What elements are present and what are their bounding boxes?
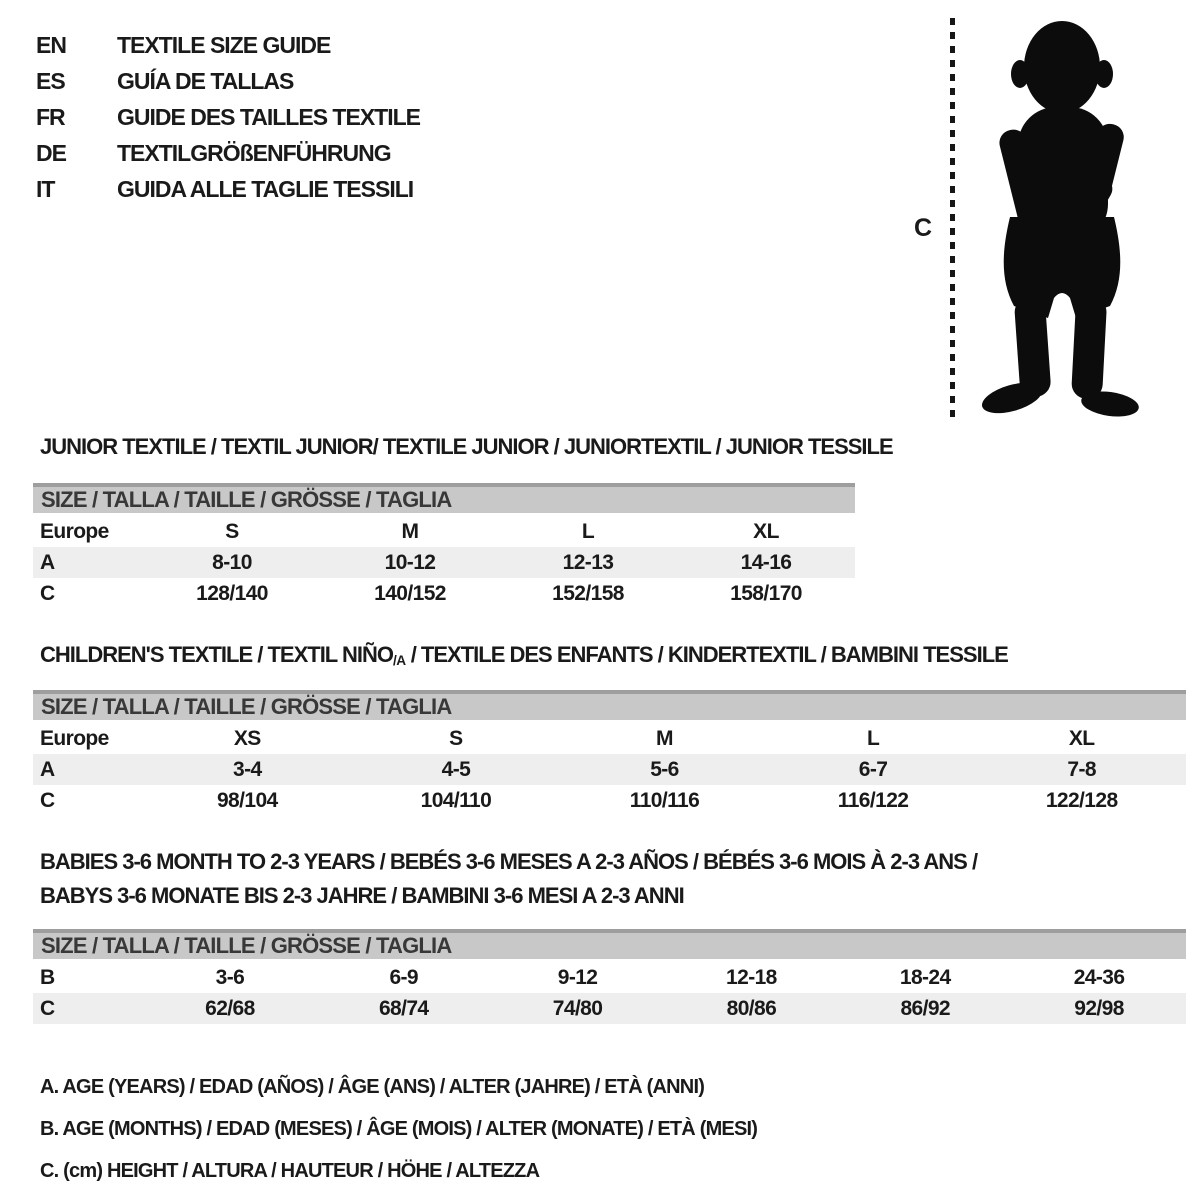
height-cell: 116/122 — [837, 788, 909, 812]
height-cell: 86/92 — [900, 996, 950, 1020]
height-cell: 128/140 — [196, 581, 268, 605]
age-cell: 9-12 — [557, 965, 598, 989]
row-label: A — [40, 757, 55, 781]
size-cell: M — [656, 726, 673, 750]
size-cell: L — [866, 726, 880, 750]
language-title: GUÍA DE TALLAS — [117, 68, 294, 94]
height-cell: 104/110 — [420, 788, 492, 812]
height-cell: 62/68 — [205, 996, 255, 1020]
language-row-fr — [36, 99, 420, 135]
row-label: C — [40, 996, 55, 1020]
section-title-children — [40, 638, 1008, 675]
age-cell: 3-6 — [215, 965, 245, 989]
row-label: C — [40, 581, 55, 605]
age-cell: 12-13 — [562, 550, 614, 574]
age-cell: 5-6 — [650, 757, 679, 781]
table-row-age — [33, 754, 1186, 785]
size-cell: S — [449, 726, 463, 750]
size-header-bar: SIZE / TALLA / TAILLE / GRÖSSE / TAGLIA — [33, 929, 1186, 959]
height-measure-figure — [884, 10, 1200, 426]
section-title-babies-line2: BABYS 3-6 MONATE BIS 2-3 JAHRE / BAMBINI 3-6 MESI A 2-3 ANNI — [40, 883, 684, 908]
table-row-age — [33, 547, 855, 578]
row-label: A — [40, 550, 55, 574]
height-measure-label: C — [914, 214, 932, 242]
height-cell: 80/86 — [726, 996, 777, 1020]
age-cell: 4-5 — [441, 757, 471, 781]
language-title-block — [36, 27, 420, 207]
section-title-babies-line1: BABIES 3-6 MONTH TO 2-3 YEARS / BEBÉS 3-6 MESES A 2-3 AÑOS / BÉBÉS 3-6 MOIS À 2-3 ANS / — [40, 849, 978, 874]
measure-legend — [40, 1066, 757, 1192]
language-title: TEXTILGRÖßENFÜHRUNG — [117, 140, 391, 166]
table-row-age-months — [33, 962, 1186, 993]
babies-size-table — [33, 929, 1186, 1024]
height-cell: 74/80 — [552, 996, 603, 1020]
language-code: FR — [36, 104, 65, 130]
height-cell: 140/152 — [374, 581, 446, 605]
table-row-sizes — [33, 723, 1186, 754]
height-cell: 92/98 — [1074, 996, 1124, 1020]
table-row-height — [33, 578, 855, 609]
section-title-children-post: / TEXTILE DES ENFANTS / KINDERTEXTIL / BAMBINI TESSILE — [405, 642, 1008, 667]
age-cell: 10-12 — [384, 550, 436, 574]
section-title-babies — [40, 845, 977, 913]
row-label: C — [40, 788, 55, 812]
row-label: Europe — [40, 726, 109, 750]
language-row-it — [36, 171, 420, 207]
language-row-es — [36, 63, 420, 99]
language-code: EN — [36, 32, 66, 58]
height-cell: 98/104 — [216, 788, 278, 812]
language-code: IT — [36, 176, 55, 202]
section-title-junior: JUNIOR TEXTILE / TEXTIL JUNIOR/ TEXTILE JUNIOR / JUNIORTEXTIL / JUNIOR TESSILE — [40, 434, 893, 459]
legend-age-years: A. AGE (YEARS) / EDAD (AÑOS) / ÂGE (ANS) / ALTER (JAHRE) / ETÀ (ANNI) — [40, 1076, 705, 1098]
age-cell: 12-18 — [726, 965, 777, 989]
size-cell: XL — [1068, 726, 1095, 750]
age-cell: 6-7 — [858, 757, 888, 781]
size-cell: S — [225, 519, 239, 543]
size-cell: M — [401, 519, 419, 543]
height-cell: 68/74 — [378, 996, 429, 1020]
height-cell: 122/128 — [1045, 788, 1118, 812]
age-cell: 14-16 — [740, 550, 792, 574]
language-row-en — [36, 27, 420, 63]
language-title: GUIDE DES TAILLES TEXTILE — [117, 104, 420, 130]
age-cell: 3-4 — [233, 757, 262, 781]
height-cell: 158/170 — [730, 581, 802, 605]
size-header-bar: SIZE / TALLA / TAILLE / GRÖSSE / TAGLIA — [33, 483, 855, 513]
table-row-height — [33, 993, 1186, 1024]
section-title-children-sub: /A — [392, 653, 406, 668]
size-cell: XS — [233, 726, 261, 750]
language-code: DE — [36, 140, 66, 166]
children-size-table — [33, 690, 1186, 816]
age-cell: 24-36 — [1073, 965, 1125, 989]
size-header-bar: SIZE / TALLA / TAILLE / GRÖSSE / TAGLIA — [33, 690, 1186, 720]
toddler-silhouette-icon — [970, 12, 1154, 422]
language-title: GUIDA ALLE TAGLIE TESSILI — [117, 176, 414, 202]
height-cell: 110/116 — [629, 788, 700, 812]
row-label: Europe — [40, 519, 109, 543]
age-cell: 18-24 — [899, 965, 951, 989]
legend-height-cm: C. (cm) HEIGHT / ALTURA / HAUTEUR / HÖHE / ALTEZZA — [40, 1160, 540, 1182]
height-cell: 152/158 — [552, 581, 624, 605]
age-cell: 7-8 — [1067, 757, 1096, 781]
size-cell: L — [581, 519, 595, 543]
language-code: ES — [36, 68, 65, 94]
size-cell: XL — [753, 519, 779, 543]
language-row-de — [36, 135, 420, 171]
age-cell: 8-10 — [212, 550, 252, 574]
language-title: TEXTILE SIZE GUIDE — [117, 32, 331, 58]
table-row-height — [33, 785, 1186, 816]
section-title-children-pre: CHILDREN'S TEXTILE / TEXTIL NIÑO — [40, 642, 393, 667]
legend-age-months: B. AGE (MONTHS) / EDAD (MESES) / ÂGE (MOIS) / ALTER (MONATE) / ETÀ (MESI) — [40, 1118, 758, 1140]
row-label: B — [40, 965, 55, 989]
age-cell: 6-9 — [389, 965, 419, 989]
table-row-sizes — [33, 516, 855, 547]
height-dashed-line — [950, 18, 955, 418]
junior-size-table — [33, 483, 855, 609]
